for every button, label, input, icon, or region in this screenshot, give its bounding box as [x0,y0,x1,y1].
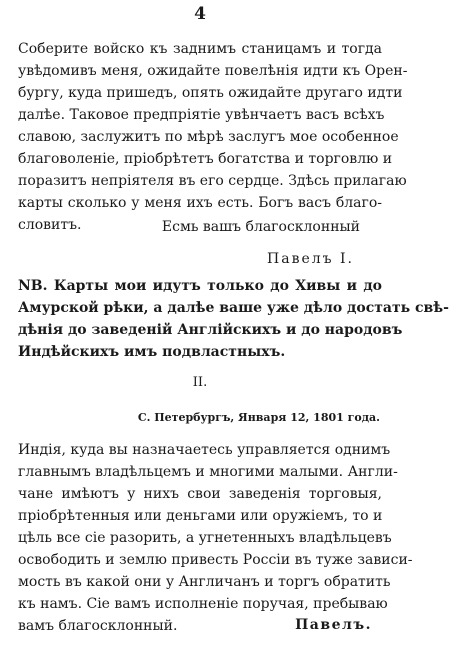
text-line: главнымъ владѣльцемъ и многими малыми. Англи- [18,464,398,480]
paragraph-letter-1 [18,38,408,236]
text-line: NB. Карты мои идутъ только до Хивы и до [18,278,382,294]
text-line: благоволеніе, пріобрѣтетъ богатства и торговлю и [18,151,393,167]
text-line: дѣнія до заведеній Англійскихъ и до народовъ [18,322,403,338]
text-line: увѣдомивъ меня, ожидайте повелѣнія идти къ Орен- [18,63,408,79]
text-line: къ намъ. Сіе вамъ исполненіе поручая, пребываю [18,596,388,612]
text-line: вамъ благосклонный. [18,618,178,634]
text-line: мость въ какой они у Англичанъ и торгъ обратить [18,574,391,590]
signature-1: Павелъ I. [267,251,354,267]
text-line: славою, заслужитъ по мѣрѣ заслугъ мое особенное [18,129,399,145]
text-line: карты сколько у меня ихъ есть. Богъ васъ благо- [18,195,382,211]
text-line: словитъ. [18,217,82,233]
text-line: цѣль все сіе разорить, а угнетенныхъ владѣльцевъ [18,530,392,546]
signature-2: Павелъ. [295,617,372,633]
text-line: чане имѣютъ у нихъ свои заведенія торговыя, [18,486,382,502]
text-line: пріобрѣтенныя или деньгами или оружіемъ, то и [18,508,383,524]
text-line: далѣе. Таковое предпріятіе увѣнчаетъ васъ всѣхъ [18,107,385,123]
text-line: поразитъ непріятеля въ его сердце. Здѣсь прилагаю [18,173,407,189]
paragraph-nota-bene [18,275,449,363]
page-number: 4 [194,4,206,24]
text-line: Индія, куда вы назначаетесь управляется однимъ [18,442,391,458]
text-line: Амурской рѣки, а далѣе ваше уже дѣло достать свѣ- [18,300,449,316]
section-number: II. [192,375,208,390]
paragraph-letter-2 [18,439,413,637]
text-line: Соберите войско къ заднимъ станицамъ и тогда [18,41,382,57]
text-line: освободить и землю привесть Россіи въ туже зависи- [18,552,413,568]
text-line: Индѣйскихъ имъ подвластныхъ. [18,344,286,360]
text-line: бургу, куда пришедъ, опять ожидайте другаго идти [18,85,403,101]
closing-phrase: Есмь вашъ благосклонный [161,219,360,235]
dateline: С. Петербургъ, Января 12, 1801 года. [137,411,380,424]
